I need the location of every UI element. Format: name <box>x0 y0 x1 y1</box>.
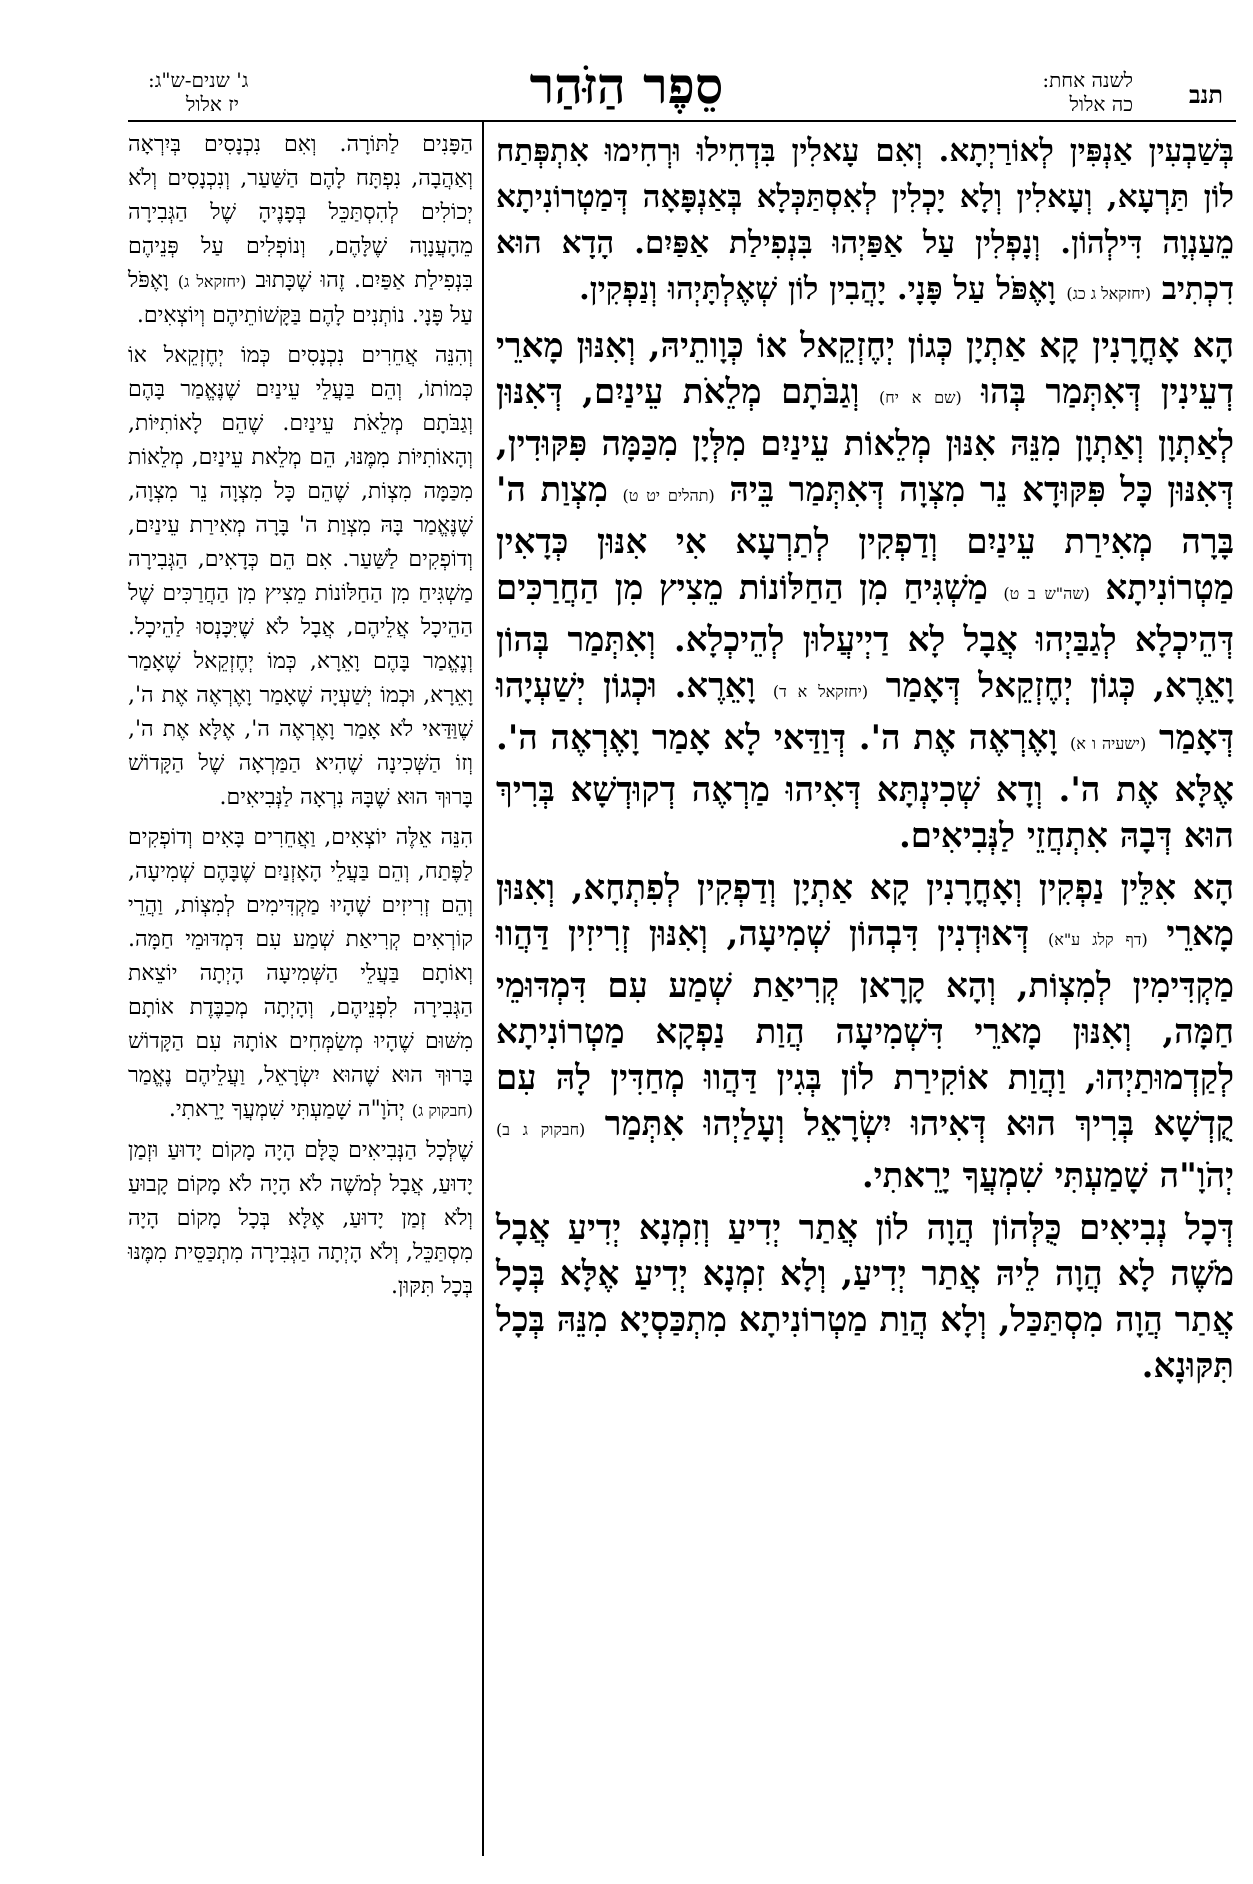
study-schedule-three-years: ג' שנים-ש"ג: <box>148 68 249 92</box>
source-reference: (חבקוק ג) <box>411 1101 473 1120</box>
main-paragraph: הָא אָחֳרָנִין קָא אַתְיָן כְּגוֹן יְחֶזְקֵאל אוֹ כְּוָותֵיהּ, וְאִנּוּן מָארֵי דְעֵינִין דְּאִתְּמַר בְּהוּ (שם א יח) וְגַבֹּתָם מְלֵאֹת עֵינַיִם, דְּאִנּוּן לְאַתְוָן וְאַתְוָן מִנֵּהּ אִנּוּן מְלֵאוֹת עֵינַיִם מִלְּיָן מִכַּמָּה פִּקּוּדִין, דְּאִנּוּן כָּל פִּקּוּדָא נֵר מִצְוָה דְּאִתְּמַר בֵּיהּ (תהלים יט ט) מִצְוַת ה' בָּרָה מְאִירַת עֵינַיִם וְדַפְקִין לְתַרְעָא אִי אִנּוּן כְּדָאִין מַטְרוֹנִיתָא (שה"ש ב ט) מַשְׁגִּיחַ מִן הַחַלּוֹנוֹת מֵצִיץ מִן הַחֲרַכִּים דְּהֵיכְלָא לְגַבַּיְהוּ אֲבָל לָא דַיְיעֲלוּן לְהֵיכְלָא. וְאִתְּמַר בְּהוֹן וָאֵרֶא, כְּגוֹן יְחֶזְקֵאל דְּאָמַר (יחזקאל א ד) וָאֵרֶא. וּכְגוֹן יְשַׁעְיָהוּ דְּאָמַר (ישעיה ו א) וָאֶרְאֶה אֶת ה'. דְּוַדַּאי לָא אָמַר וָאֶרְאֶה ה'. אֶלָּא אֶת ה'. וְדָא שְׁכִינְתָּא דְּאִיהוּ מַרְאֶה דְקוּדְשָׁא בְּרִיךְ הוּא דְּבָהּ אִתְחֲזֵי לַנְּבִיאִים. <box>496 326 1235 856</box>
translation-paragraph: הִנֵּה אֵלֶּה יוֹצְאִים, וַאֲחֵרִים בָּאִים וְדוֹפְקִים לַפֶּתַח, וְהֵם בַּעֲלֵי הָאָזְנַיִם שֶׁבָּהֶם שְׁמִיעָה, וְהֵם זְרִיזִים שֶׁהָיוּ מַקְדִּימִים לְמִצְוֹת, וַהֲרֵי קוֹרְאִים קְרִיאַת שְׁמַע עִם דִּמְדּוּמֵי חַמָּה. וְאוֹתָם בַּעֲלֵי הַשְּׁמִיעָה הָיְתָה יוֹצֵאת הַגְּבִירָה לִפְנֵיהֶם, וְהָיְתָה מְכַבֶּדֶת אוֹתָם מִשּׁוּם שֶׁהָיוּ מְשַׂמְּחִים אוֹתָהּ עִם הַקָּדוֹשׁ בָּרוּךְ הוּא שֶׁהוּא יִשְׂרָאֵל, וַעֲלֵיהֶם נֶאֱמַר (חבקוק ג) יְהֹוָ"ה שָׁמַעְתִּי שִׁמְעֲךָ יָרֵאתִי. <box>128 825 473 1122</box>
date-three-years: יז אלול <box>186 92 240 116</box>
source-reference: (שם א יח) <box>878 388 962 407</box>
source-reference: (יחזקאל א ד) <box>772 682 869 701</box>
date-one-year: כה אלול <box>1069 92 1133 116</box>
source-reference: (ישעיה ו א) <box>1070 734 1147 753</box>
source-reference: (דף קלג ע"א) <box>1047 930 1148 949</box>
translation-paragraph: הַפָּנִים לַתּוֹרָה. וְאִם נִכְנָסִים בְּיִרְאָה וְאַהֲבָה, נִפְתָּח לָהֶם הַשַּׁעַר, וְנִכְנָסִים וְלֹא יְכוֹלִים לְהִסְתַּכֵּל בְּפָנֶיהָ שֶׁל הַגְּבִירָה מֵהָעֲנָוָה שֶׁלָּהֶם, וְנוֹפְלִים עַל פְּנֵיהֶם בִּנְפִילַת אַפַּיִם. זֶהוּ שֶׁכָּתוּב (יחזקאל ג) וָאֶפֹּל עַל פָּנָי. נוֹתְנִים לָהֶם בַּקָּשׁוֹתֵיהֶם וְיוֹצְאִים. <box>128 132 474 328</box>
main-paragraph: הָא אִלֵּין נַפְקִין וְאָחֳרָנִין קָא אַתְיָן וְדַפְקִין לְפִתְחָא, וְאִנּוּן מָארֵי (דף קלג ע"א) דְּאוּדְנִין דִּבְהוֹן שְׁמִיעָה, וְאִנּוּן זְרִיזִין דַּהֲווּ מַקְדִּימִין לְמִצְוֹת, וְהָא קָרָאן קְרִיאַת שְׁמַע עִם דִּמְדּוּמֵי חַמָּה, וְאִנּוּן מָארֵי דִּשְׁמִיעָה הֲוַת נַפְקָא מַטְרוֹנִיתָא לְקַדְמוּתַיְהוּ, וַהֲוַת אוֹקִירַת לוֹן בְּגִין דַּהֲווּ מְחַדִּין לָהּ עִם קֻדְשָׁא בְּרִיךְ הוּא דְּאִיהוּ יִשְׂרָאֵל וְעָלַיְהוּ אִתְּמַר (חבקוק ג ב) יְהֹוָ"ה שָׁמַעְתִּי שִׁמְעֲךָ יָרֵאתִי. <box>496 868 1235 1196</box>
translation-paragraph: וְהִנֵּה אֲחֵרִים נִכְנָסִים כְּמוֹ יְחֶזְקֵאל אוֹ כְּמוֹתוֹ, וְהֵם בַּעֲלֵי עֵינַיִם שֶׁנֶּאֱמַר בָּהֶם וְגַבֹּתָם מְלֵאֹת עֵינַיִם. שֶׁהֵם לָאוֹתִיּוֹת, וְהָאוֹתִיּוֹת מִמֶּנּוּ, הֵם מְלֵאת עֵינַיִם, מְלֵאוֹת מִכַּמָּה מִצְוֹת, שֶׁהֵם כָּל מִצְוָה נֵר מִצְוָה, שֶׁנֶּאֱמַר בָּהּ מִצְוַת ה' בָּרָה מְאִירַת עֵינַיִם, וְדוֹפְקִים לַשַּׁעַר. אִם הֵם כְּדָאִים, הַגְּבִירָה מַשְׁגִּיחַ מִן הַחַלּוֹנוֹת מֵצִיץ מִן הַחֲרַכִּים שֶׁל הַהֵיכָל אֲלֵיהֶם, אֲבָל לֹא שֶׁיִּכָּנְסוּ לַהֵיכָל. וְנֶאֱמַר בָּהֶם וָאֵרָא, כְּמוֹ יְחֶזְקֵאל שֶׁאָמַר וָאֵרָא, וּכְמוֹ יְשַׁעְיָה שֶׁאָמַר וָאֶרְאֶה אֶת ה', שֶׁוַּדַּאי לֹא אָמַר וָאֶרְאֶה ה', אֶלָּא אֶת ה', וְזוֹ הַשְּׁכִינָה שֶׁהִיא הַמַּרְאָה שֶׁל הַקָּדוֹשׁ בָּרוּךְ הוּא שֶׁבָּהּ נִרְאָה לַנְּבִיאִים. <box>128 343 473 810</box>
main-paragraph: בְּשַׁבְעִין אַנְפִּין לְאוֹרַיְתָא. וְאִם עָאלִין בִּדְחִילוּ וּרְחִימוּ אִתְפְּתַח לוֹן תַּרְעָא, וְעָאלִין וְלָא יָכְלִין לְאִסְתַּכְּלָא בְּאַנְפָּאָה דְּמַטְרוֹנִיתָא מֵעַנְוָה דִּילְהוֹן. וְנָפְלִין עַל אַפַּיְהוּ בִּנְפִילַת אַפַּיִם. הָדָא הוּא דִכְתִיב (יחזקאל ג כג) וָאֶפֹּל עַל פָּנָי. יָהֲבִין לוֹן שְׁאֶלְתָּיְהוּ וְנַפְקִין. <box>496 133 1234 307</box>
source-reference: (יחזקאל ג כג) <box>1066 284 1152 303</box>
header-rule <box>128 120 1236 122</box>
page-header <box>0 0 1253 122</box>
source-reference: (יחזקאל ג) <box>177 272 247 291</box>
main-paragraph: דְּכָל נְבִיאִים כֻּלְּהוֹן הֲוָה לוֹן אֲתַר יְדִיעַ וְזִמְנָא יְדִיעַ אֲבָל מֹשֶׁה לָא הֲוָה לֵיהּ אֲתַר יְדִיעַ, וְלָא זִמְנָא יְדִיעַ אֶלָּא בְּכָל אֲתַר הֲוָה מִסְתַּכַּל, וְלָא הֲוַת מַטְרוֹנִיתָא מִתְכַּסְיָא מִנֵּהּ בְּכָל תִּקּוּנָא. <box>496 1208 1234 1386</box>
column-divider <box>482 122 484 1856</box>
page-title: סֵפֶר הַזֹּהַר <box>529 56 724 115</box>
translation-paragraph: שֶׁלְּכָל הַנְּבִיאִים כֻּלָּם הָיָה מָקוֹם יָדוּעַ וּזְמַן יָדוּעַ, אֲבָל לְמֹשֶׁה לֹא הָיָה לֹא מָקוֹם קָבוּעַ וְלֹא זְמַן יָדוּעַ, אֶלָּא בְּכָל מָקוֹם הָיָה מִסְתַּכֵּל, וְלֹא הָיְתָה הַגְּבִירָה מִתְכַּסֵּית מִמֶּנּוּ בְּכָל תִּקּוּן. <box>128 1138 473 1299</box>
source-reference: (תהלים יט ט) <box>622 486 715 505</box>
main-text-column <box>496 128 1234 1395</box>
source-reference: (שה"ש ב ט) <box>1003 584 1090 603</box>
translation-column <box>128 128 473 1310</box>
study-schedule-one-year: לשנה אחת: <box>1042 68 1133 92</box>
source-reference: (חבקוק ג ב) <box>496 1120 586 1139</box>
page-number: תנב <box>1188 80 1223 109</box>
